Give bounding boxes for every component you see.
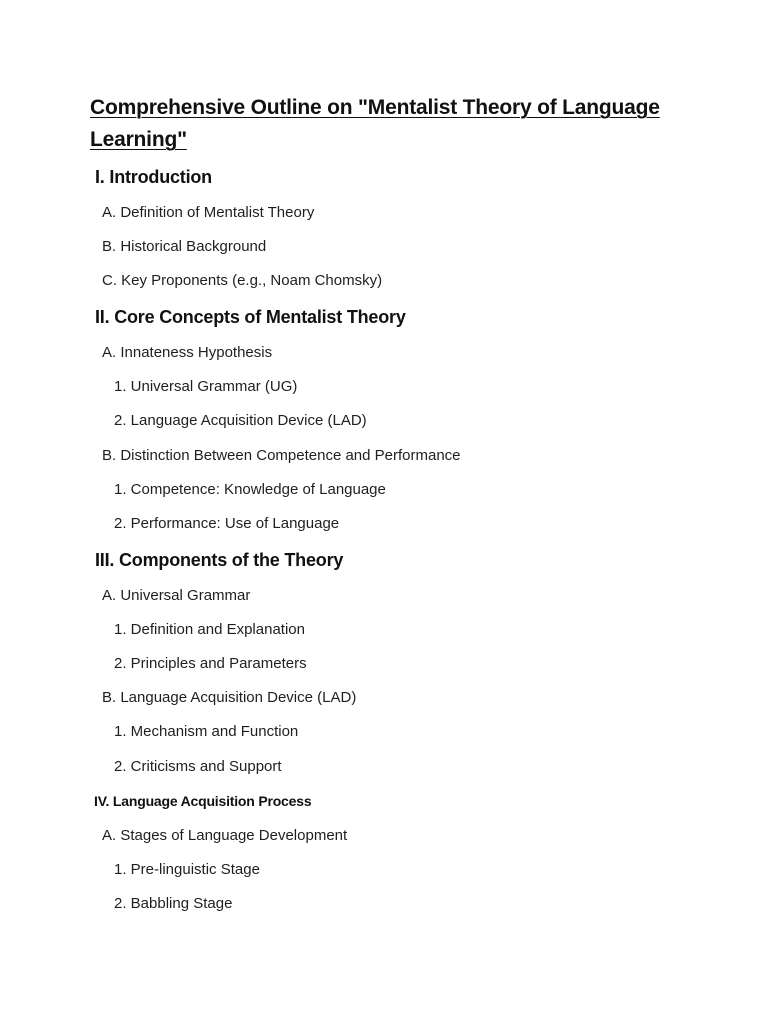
outline-item: A. Innateness Hypothesis — [102, 344, 273, 361]
outline-subitem: 2. Babbling Stage — [114, 895, 233, 912]
section-heading-core-concepts: II. Core Concepts of Mentalist Theory — [95, 307, 406, 327]
outline-subitem: 2. Language Acquisition Device (LAD) — [114, 412, 367, 429]
outline-subitem: 2. Performance: Use of Language — [114, 515, 340, 532]
outline-subitem: 2. Principles and Parameters — [114, 655, 307, 672]
outline-item: B. Distinction Between Competence and Performance — [102, 447, 461, 464]
section-heading-acquisition-process: IV. Language Acquisition Process — [94, 793, 312, 809]
outline-subitem: 1. Definition and Explanation — [114, 621, 305, 638]
outline-item: B. Historical Background — [102, 238, 267, 255]
outline-item: C. Key Proponents (e.g., Noam Chomsky) — [102, 272, 383, 289]
outline-item: B. Language Acquisition Device (LAD) — [102, 689, 357, 706]
outline-item: A. Definition of Mentalist Theory — [102, 204, 315, 221]
outline-subitem: 1. Universal Grammar (UG) — [114, 378, 298, 395]
document-title: Comprehensive Outline on "Mentalist Theory of Language Learning" — [90, 96, 660, 151]
outline-item: A. Universal Grammar — [102, 587, 251, 604]
outline-subitem: 1. Competence: Knowledge of Language — [114, 481, 386, 498]
outline-subitem: 1. Pre-linguistic Stage — [114, 861, 260, 878]
outline-subitem: 1. Mechanism and Function — [114, 723, 299, 740]
section-heading-introduction: I. Introduction — [95, 167, 212, 187]
section-heading-components: III. Components of the Theory — [95, 550, 344, 570]
outline-item: A. Stages of Language Development — [102, 827, 348, 844]
outline-subitem: 2. Criticisms and Support — [114, 758, 282, 775]
